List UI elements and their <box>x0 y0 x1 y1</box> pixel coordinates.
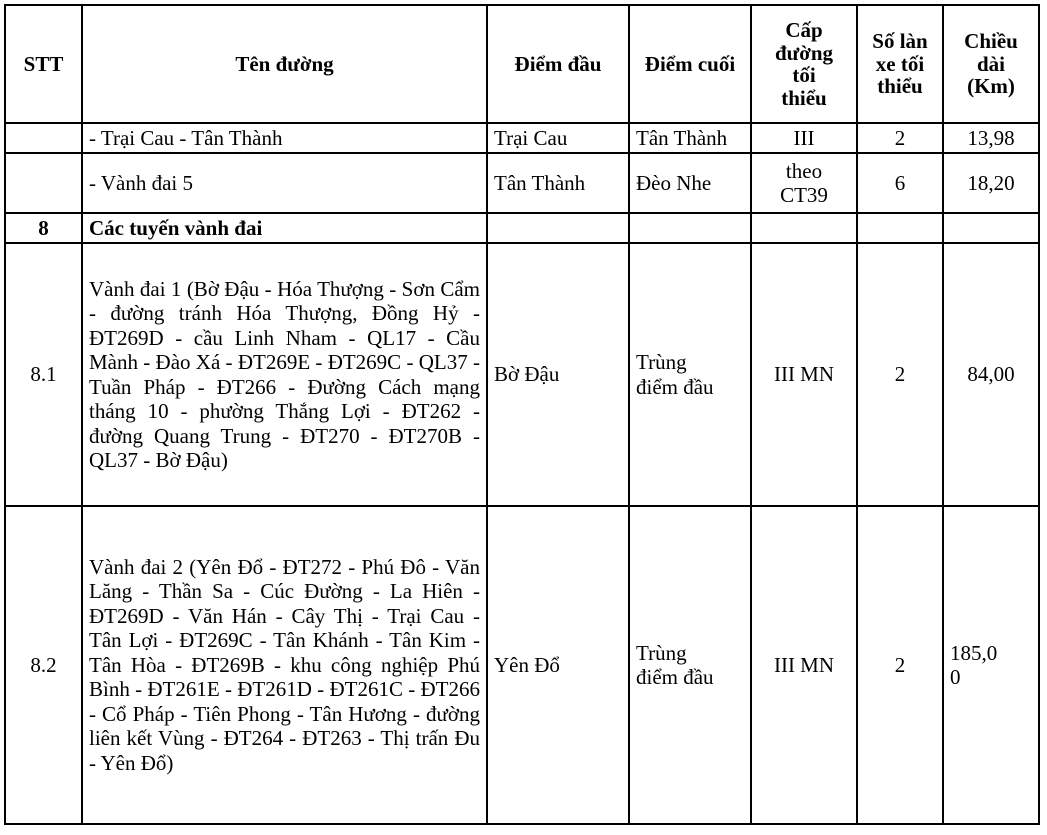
header-ten-duong: Tên đường <box>82 5 487 123</box>
cell-stt: 8.2 <box>5 506 82 824</box>
cell-stt: 8 <box>5 213 82 243</box>
cell-chieu-dai: 18,20 <box>943 153 1039 213</box>
cell-diem-cuoi: Trùng điểm đầu <box>629 243 751 506</box>
cell-diem-cuoi: Trùng điểm đầu <box>629 506 751 824</box>
header-chieu-dai: Chiều dài (Km) <box>943 5 1039 123</box>
cell-stt <box>5 153 82 213</box>
header-diem-dau: Điểm đầu <box>487 5 629 123</box>
cell-ten-duong: Vành đai 1 (Bờ Đậu - Hóa Thượng - Sơn Cẩm - đường tránh Hóa Thượng, Đồng Hỷ - ĐT269D - cầu Linh Nham - QL17 - Cầu Mành - Đào Xá - ĐT269E - ĐT269C - QL37 - Tuần Pháp - ĐT266 - Đường Cách mạng tháng 10 - phường Thắng Lợi - ĐT262 - đường Quang Trung - ĐT270 - ĐT270B - QL37 - Bờ Đậu) <box>82 243 487 506</box>
header-row <box>5 5 1039 123</box>
cell-so-lan <box>857 213 943 243</box>
cell-cap-duong: III MN <box>751 506 857 824</box>
cell-cap-duong: theo CT39 <box>751 153 857 213</box>
cell-cap-duong <box>751 213 857 243</box>
cell-cap-duong: III MN <box>751 243 857 506</box>
cell-so-lan: 2 <box>857 123 943 153</box>
cell-chieu-dai: 185,0 0 <box>943 506 1039 824</box>
section-row <box>5 213 1039 243</box>
cell-diem-dau: Bờ Đậu <box>487 243 629 506</box>
cell-diem-cuoi <box>629 213 751 243</box>
cell-stt <box>5 123 82 153</box>
cell-diem-cuoi: Tân Thành <box>629 123 751 153</box>
cell-diem-cuoi: Đèo Nhe <box>629 153 751 213</box>
cell-ten-duong: - Trại Cau - Tân Thành <box>82 123 487 153</box>
table-row <box>5 123 1039 153</box>
table-row <box>5 153 1039 213</box>
cell-so-lan: 6 <box>857 153 943 213</box>
cell-diem-dau: Trại Cau <box>487 123 629 153</box>
cell-ten-duong: Vành đai 2 (Yên Đổ - ĐT272 - Phú Đô - Văn Lăng - Thần Sa - Cúc Đường - La Hiên - ĐT269D - Văn Hán - Cây Thị - Trại Cau - Tân Lợi - ĐT269C - Tân Khánh - Tân Kim - Tân Hòa - ĐT269B - khu công nghiệp Phú Bình - ĐT261E - ĐT261D - ĐT261C - ĐT266 - Cổ Pháp - Tiên Phong - Tân Hương - đường liên kết Vùng - ĐT264 - ĐT263 - Thị trấn Đu - Yên Đổ) <box>82 506 487 824</box>
route-table <box>4 4 1040 825</box>
header-cap-duong: Cấp đường tối thiểu <box>751 5 857 123</box>
cell-so-lan: 2 <box>857 243 943 506</box>
cell-diem-dau <box>487 213 629 243</box>
cell-diem-dau: Tân Thành <box>487 153 629 213</box>
table-row <box>5 243 1039 506</box>
cell-chieu-dai: 13,98 <box>943 123 1039 153</box>
header-so-lan: Số làn xe tối thiểu <box>857 5 943 123</box>
cell-chieu-dai <box>943 213 1039 243</box>
cell-ten-duong: - Vành đai 5 <box>82 153 487 213</box>
table-row <box>5 506 1039 824</box>
cell-stt: 8.1 <box>5 243 82 506</box>
cell-cap-duong: III <box>751 123 857 153</box>
cell-chieu-dai: 84,00 <box>943 243 1039 506</box>
header-stt: STT <box>5 5 82 123</box>
cell-section-title: Các tuyến vành đai <box>82 213 487 243</box>
cell-so-lan: 2 <box>857 506 943 824</box>
header-diem-cuoi: Điểm cuối <box>629 5 751 123</box>
cell-diem-dau: Yên Đổ <box>487 506 629 824</box>
